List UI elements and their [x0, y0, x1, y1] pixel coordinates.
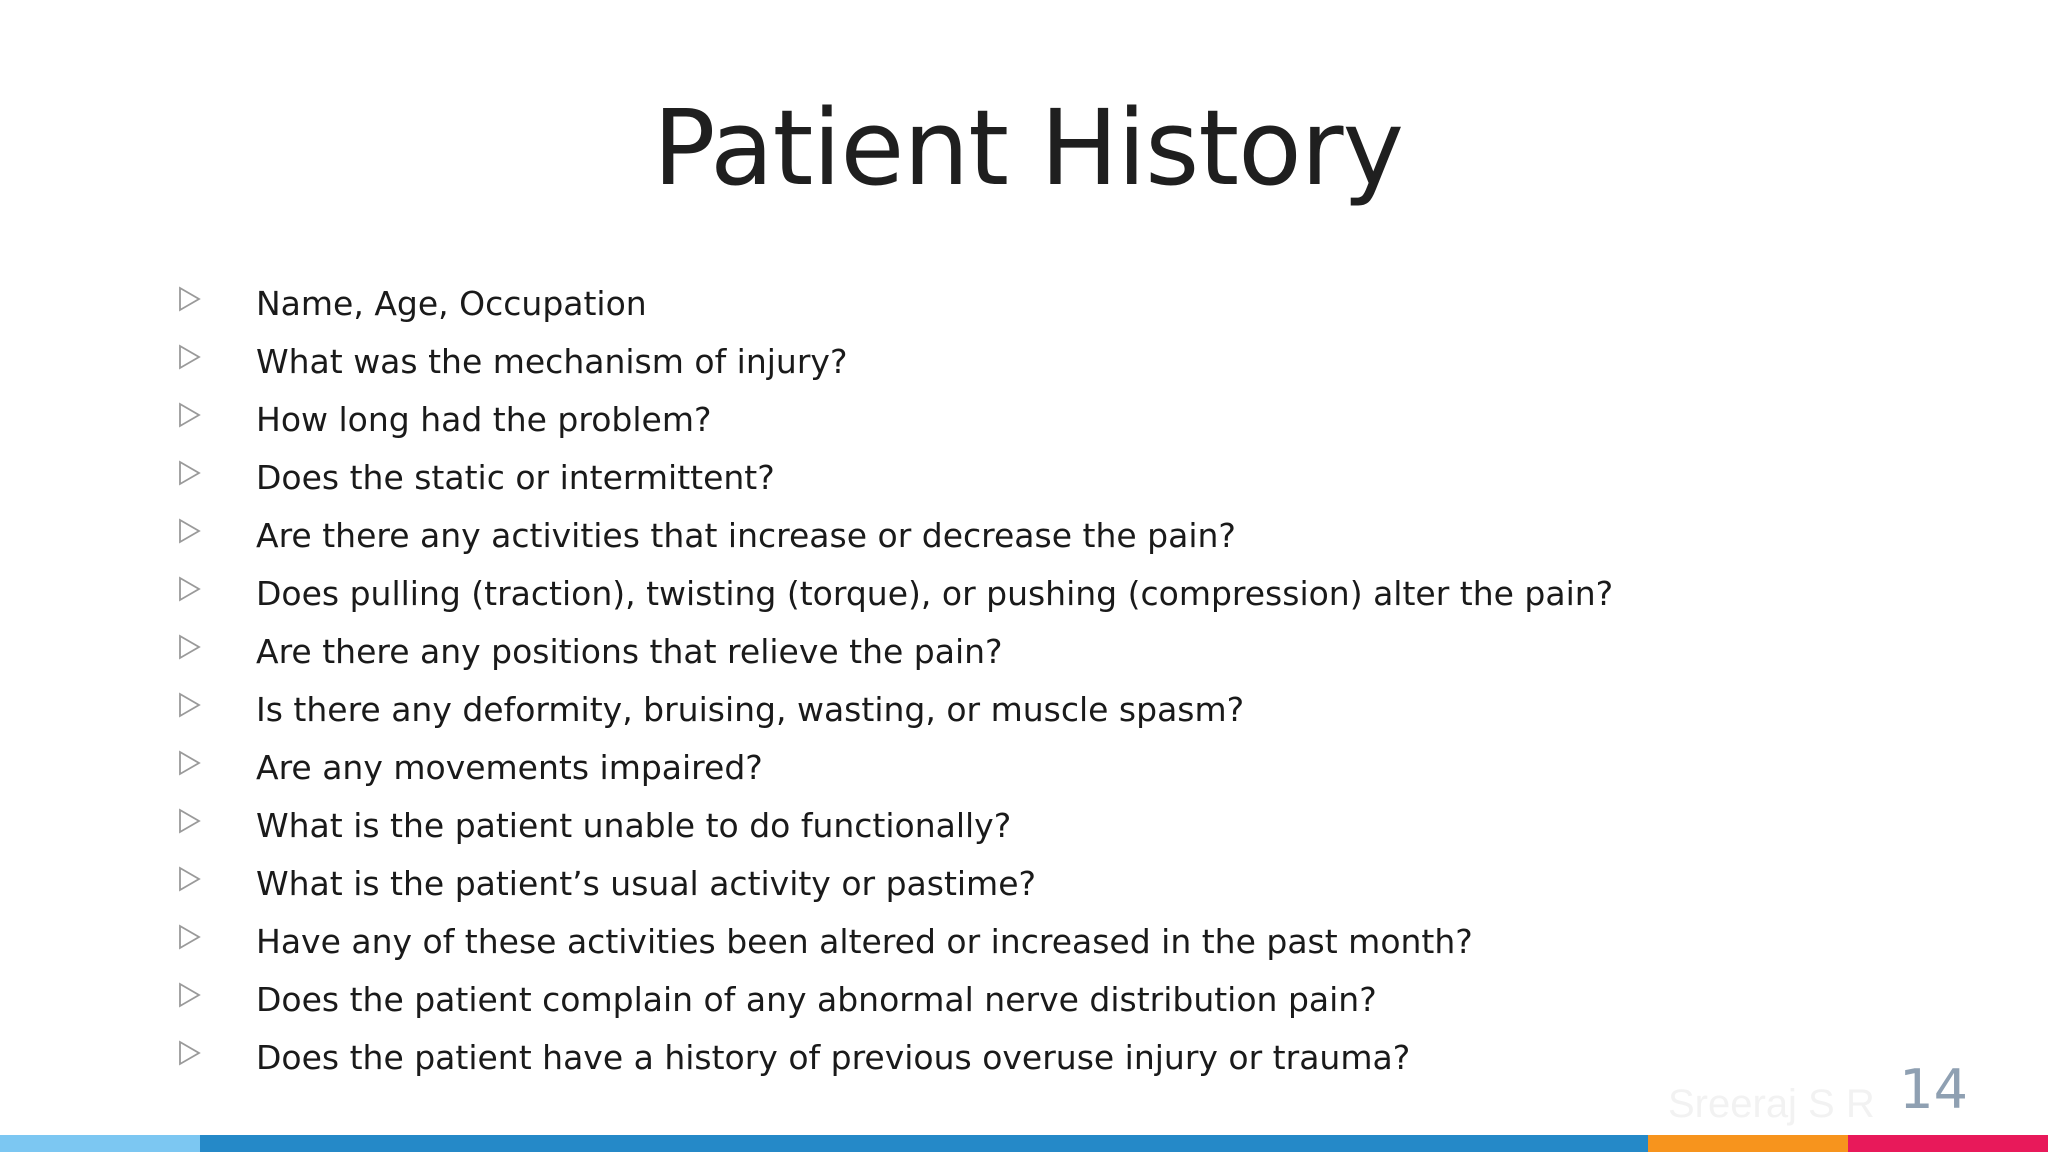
- triangle-outline-icon: [178, 396, 256, 428]
- triangle-outline-icon: [178, 976, 256, 1008]
- triangle-outline-icon: [178, 686, 256, 718]
- bullet-item: [178, 628, 1613, 686]
- footer-color-bar: [0, 1135, 2048, 1152]
- bullet-item: [178, 918, 1613, 976]
- bullet-item: [178, 396, 1613, 454]
- bullet-text: Is there any deformity, bruising, wasting, or muscle spasm?: [256, 690, 1245, 729]
- triangle-outline-icon: [178, 628, 256, 660]
- bullet-item: [178, 976, 1613, 1034]
- bullet-text: What was the mechanism of injury?: [256, 342, 848, 381]
- triangle-outline-icon: [178, 280, 256, 312]
- bullet-text: What is the patient unable to do functionally?: [256, 806, 1012, 845]
- bullet-item: [178, 280, 1613, 338]
- bullet-text: Does the patient have a history of previous overuse injury or trauma?: [256, 1038, 1411, 1077]
- bullet-text: Name, Age, Occupation: [256, 284, 647, 323]
- bullet-item: [178, 570, 1613, 628]
- footer-bar-segment-2: [200, 1135, 1648, 1152]
- bullet-item: [178, 512, 1613, 570]
- bullet-text: Does pulling (traction), twisting (torque), or pushing (compression) alter the pain?: [256, 574, 1614, 613]
- triangle-outline-icon: [178, 918, 256, 950]
- bullet-item: [178, 686, 1613, 744]
- bullet-text: Does the static or intermittent?: [256, 458, 775, 497]
- bullet-item: [178, 860, 1613, 918]
- author-watermark: Sreeraj S R: [1668, 1082, 1875, 1126]
- bullet-item: [178, 802, 1613, 860]
- triangle-outline-icon: [178, 512, 256, 544]
- triangle-outline-icon: [178, 570, 256, 602]
- bullet-item: [178, 454, 1613, 512]
- triangle-outline-icon: [178, 802, 256, 834]
- triangle-outline-icon: [178, 454, 256, 486]
- footer-bar-segment-4: [1848, 1135, 2048, 1152]
- slide-title: Patient History: [652, 87, 1404, 209]
- bullet-text: Are there any activities that increase or decrease the pain?: [256, 516, 1236, 555]
- bullet-text: What is the patient’s usual activity or pastime?: [256, 864, 1037, 903]
- triangle-outline-icon: [178, 1034, 256, 1066]
- bullet-item: [178, 1034, 1613, 1092]
- bullet-text: Are any movements impaired?: [256, 748, 763, 787]
- bullet-item: [178, 744, 1613, 802]
- triangle-outline-icon: [178, 338, 256, 370]
- bullet-text: How long had the problem?: [256, 400, 712, 439]
- bullet-text: Have any of these activities been altered or increased in the past month?: [256, 922, 1473, 961]
- bullet-list: [178, 280, 1613, 1092]
- triangle-outline-icon: [178, 860, 256, 892]
- bullet-text: Are there any positions that relieve the pain?: [256, 632, 1003, 671]
- page-number: 14: [1899, 1058, 1968, 1121]
- footer-bar-segment-1: [0, 1135, 200, 1152]
- triangle-outline-icon: [178, 744, 256, 776]
- bullet-text: Does the patient complain of any abnormal nerve distribution pain?: [256, 980, 1377, 1019]
- footer-bar-segment-3: [1648, 1135, 1848, 1152]
- bullet-item: [178, 338, 1613, 396]
